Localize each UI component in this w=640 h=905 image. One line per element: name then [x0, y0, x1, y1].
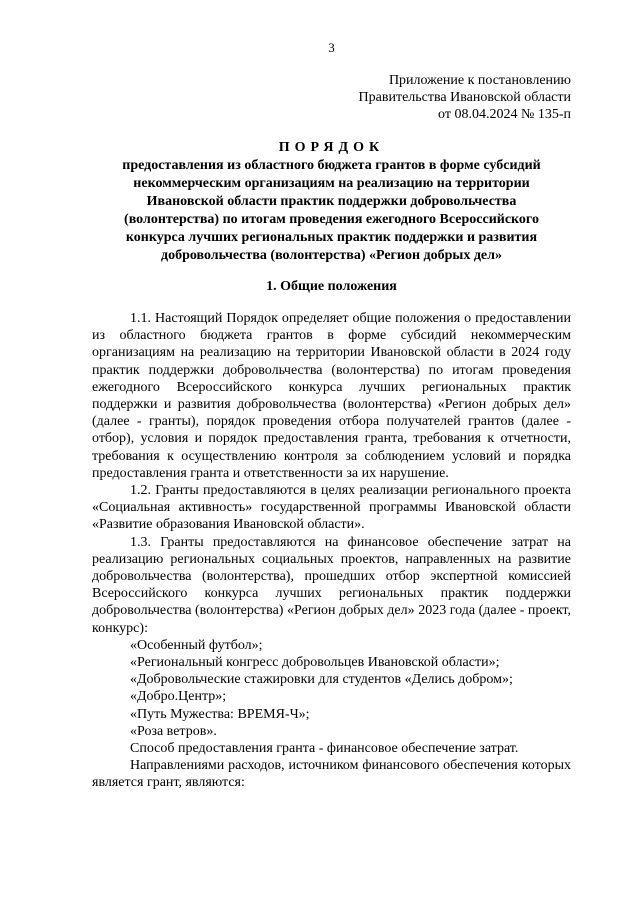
appendix-line: Приложение к постановлению — [388, 73, 571, 88]
expense-directions-paragraph: Направлениями расходов, источником финансового обеспечения которых является грант, являются: — [92, 758, 571, 791]
page-number: 3 — [328, 40, 335, 55]
project-list-item: «Роза ветров». — [130, 723, 217, 739]
project-list-item: «Путь Мужества: ВРЕМЯ-Ч»; — [130, 706, 310, 722]
section-heading: 1. Общие положения — [266, 279, 397, 294]
subtitle-line: добровольчества (волонтерства) «Регион добрых дел» — [161, 248, 502, 263]
project-list-item: «Добровольческие стажировки для студентов «Делись добром»; — [130, 672, 513, 688]
subtitle-line: конкурса лучших региональных практик поддержки и развития — [125, 230, 538, 245]
subtitle-line: предоставления из областного бюджета грантов в форме субсидий — [122, 158, 541, 173]
appendix-line: Правительства Ивановской области — [358, 90, 571, 105]
document-title: ПОРЯДОК — [278, 140, 385, 155]
appendix-line: от 08.04.2024 № 135-п — [438, 107, 571, 122]
paragraph-1-1: 1.1. Настоящий Порядок определяет общие положения о предоставлении из областного бюджета грантов в форме субсидий некоммерческим организациям на реализацию на территории Ивановской области в 2024 году практик поддержки добровольчества (волонтерства) по итогам проведения ежегодного Всероссийского конкурса лучших региональных практик поддержки и развития добровольчества (волонтерства) «Регион добрых дел» (далее - гранты), порядок проведения отбора получателей грантов (далее - отбор), условия и порядок предоставления гранта, требования к отчетности, требования к осуществлению контроля за соблюдением условий и порядка предоставления гранта и ответственности за их нарушение. — [92, 311, 571, 481]
subtitle-line: (волонтерства) по итогам проведения ежегодного Всероссийского — [124, 212, 539, 227]
subtitle-line: некоммерческим организациям на реализацию на территории — [133, 176, 530, 191]
project-list-item: «Добро.Центр»; — [130, 689, 227, 705]
section-body — [92, 310, 571, 792]
paragraph-1-2: 1.2. Гранты предоставляются в целях реализации регионального проекта «Социальная активность» государственной программы Ивановской области «Развитие образования Ивановской области». — [92, 483, 571, 533]
appendix-header — [359, 72, 571, 123]
project-list-item: «Региональный конгресс добровольцев Ивановской области»; — [130, 655, 500, 671]
paragraph-1-3: 1.3. Гранты предоставляются на финансовое обеспечение затрат на реализацию региональных социальных проектов, направленных на развитие добровольчества (волонтерства), прошедших отбор экспертной комиссией Всероссийского конкурса лучших региональных практик поддержки добровольчества (волонтерства) «Регион добрых дел» 2023 года (далее - проект, конкурс): — [92, 534, 571, 636]
document-subtitle — [92, 157, 571, 265]
subtitle-line: Ивановской области практик поддержки добровольчества — [146, 194, 517, 209]
grant-method-paragraph: Способ предоставления гранта - финансовое обеспечение затрат. — [130, 741, 519, 757]
project-list-item: «Особенный футбол»; — [130, 637, 263, 653]
